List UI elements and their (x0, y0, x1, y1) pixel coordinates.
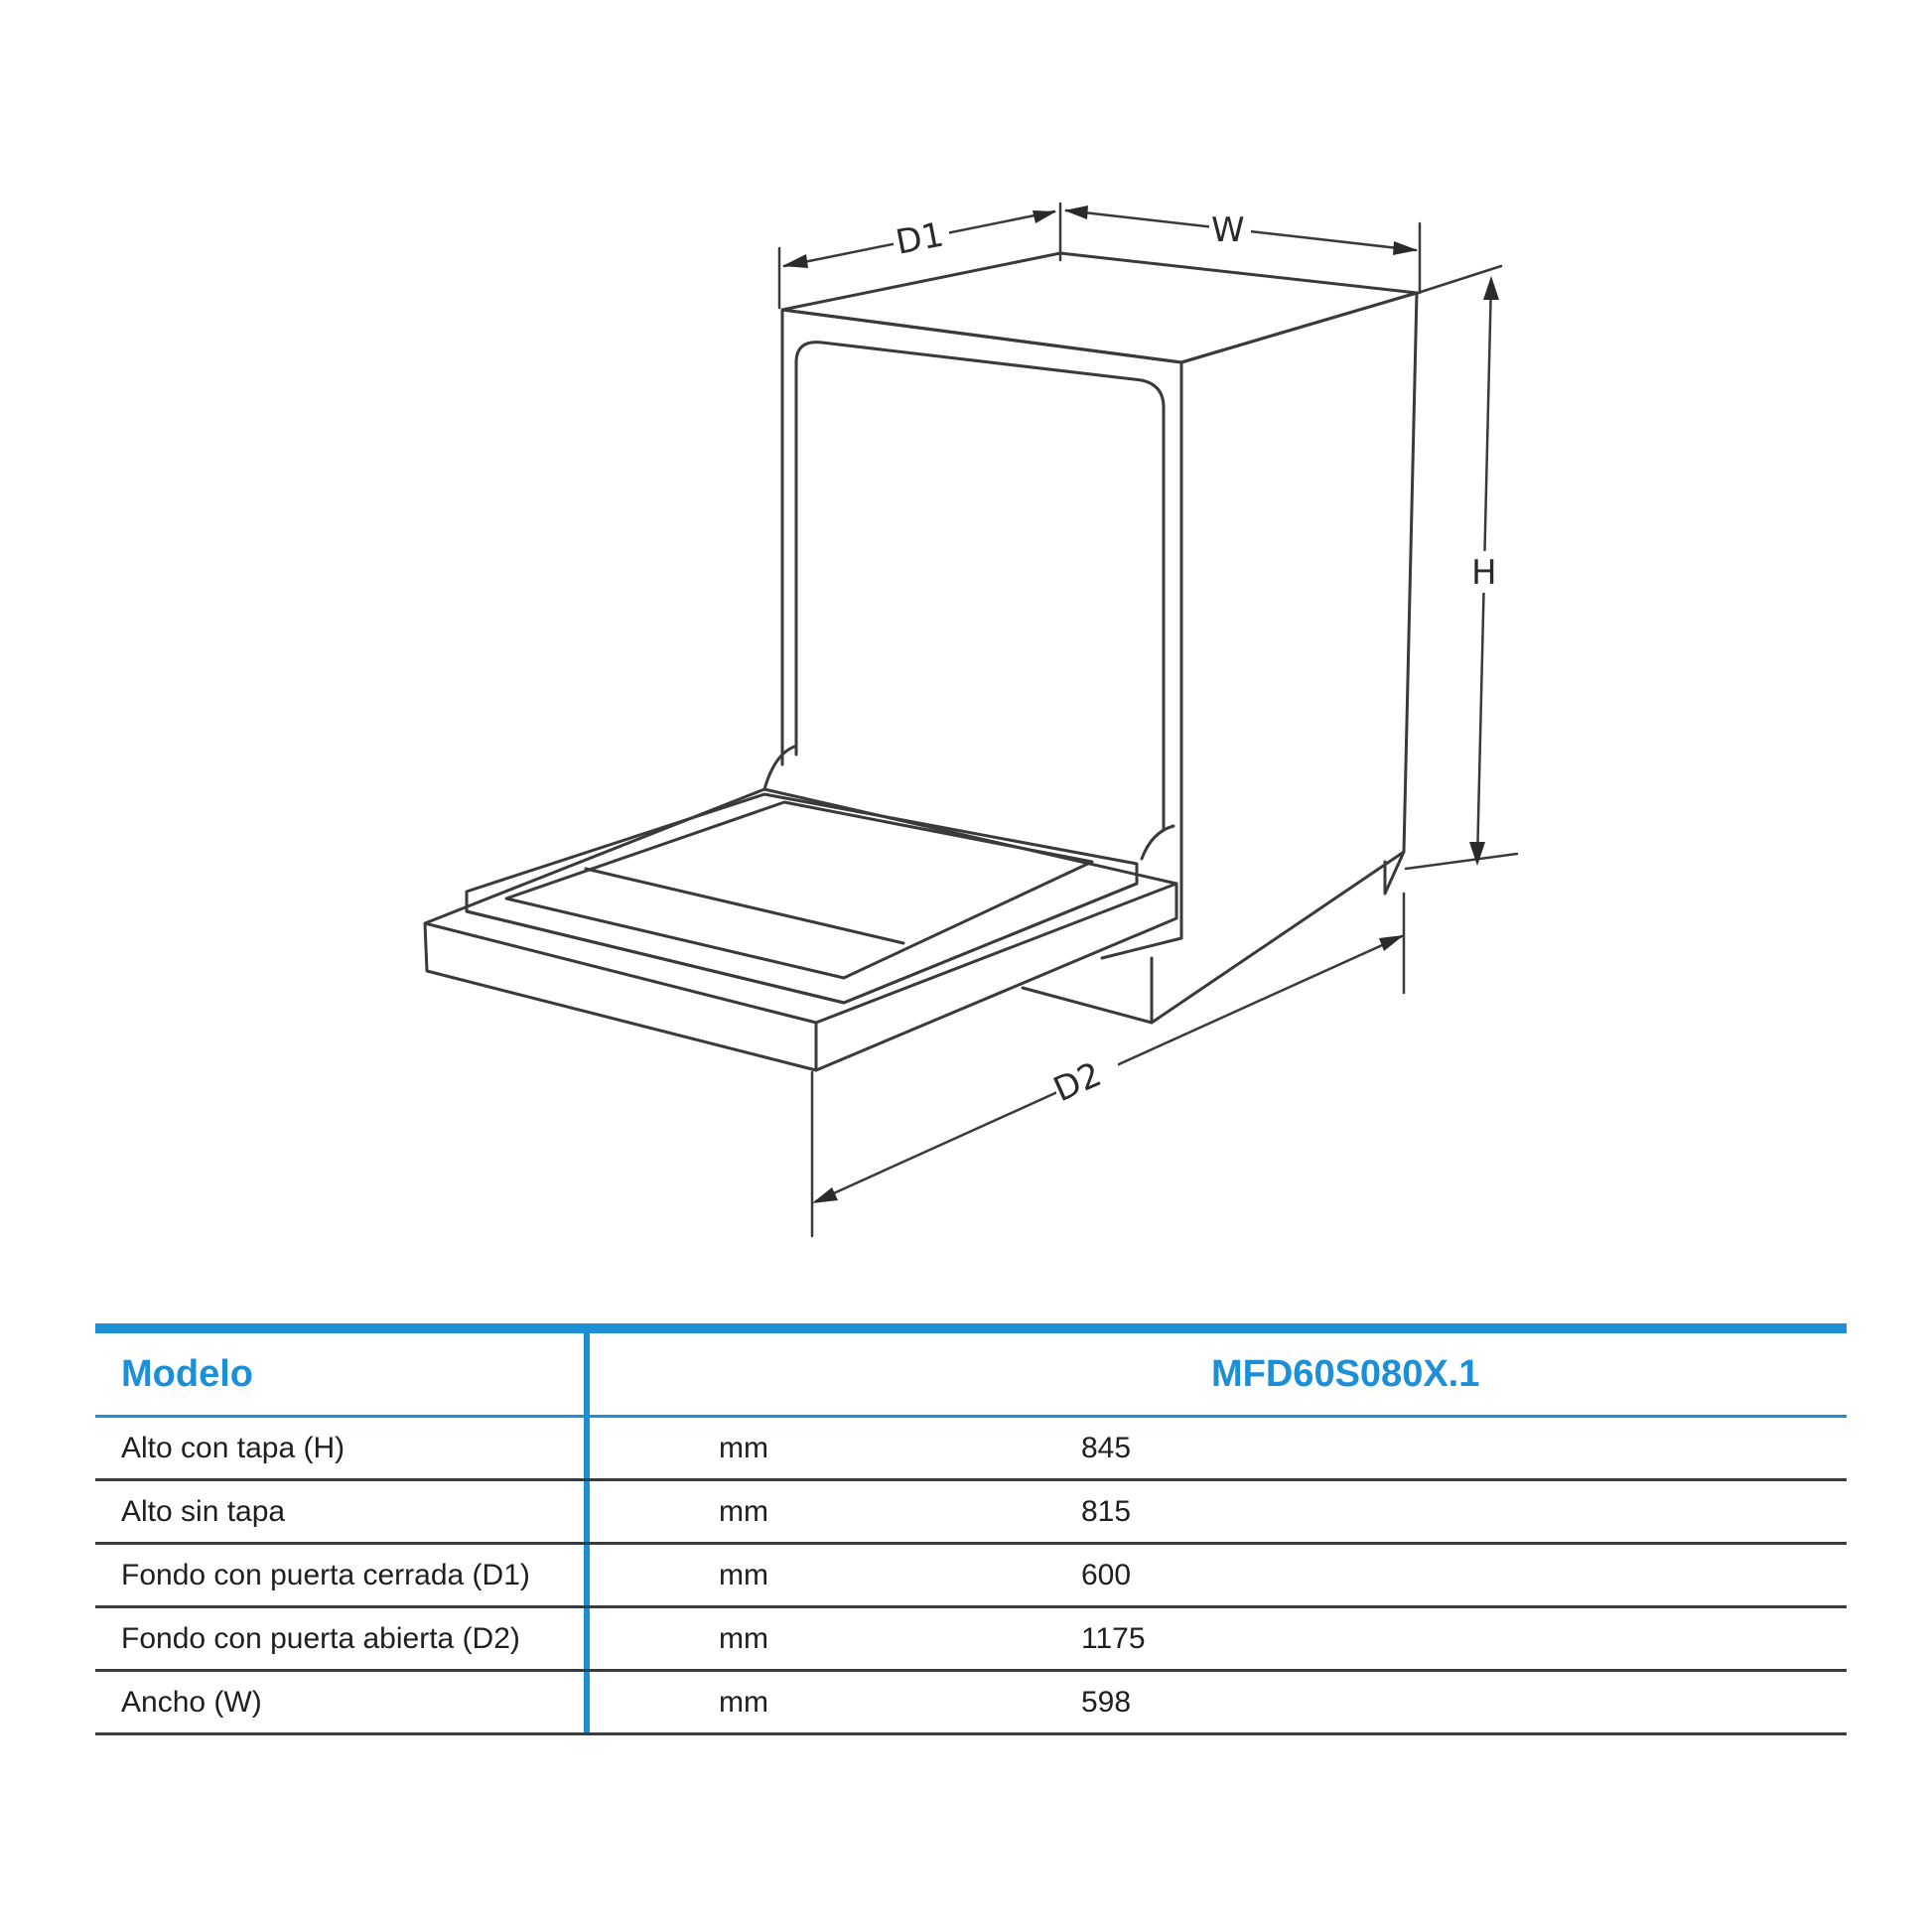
w-arrow-right (1393, 241, 1418, 255)
header-model-label: Modelo (95, 1333, 590, 1415)
cabinet-base (1023, 884, 1181, 1023)
cabinet-opening-frame (796, 343, 1164, 829)
door-inner-panel-lip (467, 884, 1137, 1003)
table-top-rule (95, 1323, 1847, 1333)
row-unit: mm (719, 1685, 768, 1719)
table-row (95, 1672, 1847, 1735)
row-label: Fondo con puerta abierta (D2) (95, 1608, 590, 1669)
h-arrow-top (1483, 276, 1499, 300)
door-inner-panel (467, 794, 1137, 1003)
row-unit: mm (719, 1431, 768, 1464)
h-label: H (1471, 553, 1497, 593)
door-divider (586, 869, 903, 943)
cabinet-front-top-rail (782, 310, 1181, 362)
cabinet-right-side (1152, 293, 1417, 1023)
table-row (95, 1545, 1847, 1608)
d2-label: D2 (1047, 1054, 1108, 1111)
table-row (95, 1481, 1847, 1545)
row-value: 1175 (1081, 1621, 1146, 1655)
right-hinge (1142, 826, 1173, 859)
row-value: 600 (1081, 1558, 1132, 1591)
table-row (95, 1418, 1847, 1481)
table-header-row (95, 1333, 1847, 1418)
row-unit: mm (719, 1494, 768, 1528)
specs-table (95, 1323, 1847, 1735)
row-value: 815 (1081, 1494, 1132, 1528)
header-model-code: MFD60S080X.1 (1211, 1352, 1480, 1395)
row-unit: mm (719, 1558, 768, 1591)
w-label: W (1211, 210, 1245, 250)
d2-arrow-right (1379, 935, 1404, 951)
row-label: Alto sin tapa (95, 1481, 590, 1542)
cabinet-top-face (782, 253, 1417, 362)
row-value: 598 (1081, 1685, 1132, 1719)
h-extension-bottom (1406, 854, 1517, 869)
row-label: Fondo con puerta cerrada (D1) (95, 1545, 590, 1605)
w-arrow-left (1064, 206, 1088, 219)
door-slab-front-edge (425, 923, 816, 1070)
left-hinge (764, 747, 794, 789)
row-label: Ancho (W) (95, 1672, 590, 1732)
row-label: Alto con tapa (H) (95, 1418, 590, 1478)
dishwasher-drawing (425, 253, 1417, 1070)
table-row (95, 1608, 1847, 1672)
row-unit: mm (719, 1621, 768, 1655)
d2-arrow-left (812, 1187, 838, 1203)
row-value: 845 (1081, 1431, 1132, 1464)
h-arrow-bottom (1469, 842, 1485, 866)
d1-arrow-left (782, 254, 808, 268)
d1-label: D1 (893, 214, 947, 263)
d1-arrow-right (1033, 210, 1056, 223)
